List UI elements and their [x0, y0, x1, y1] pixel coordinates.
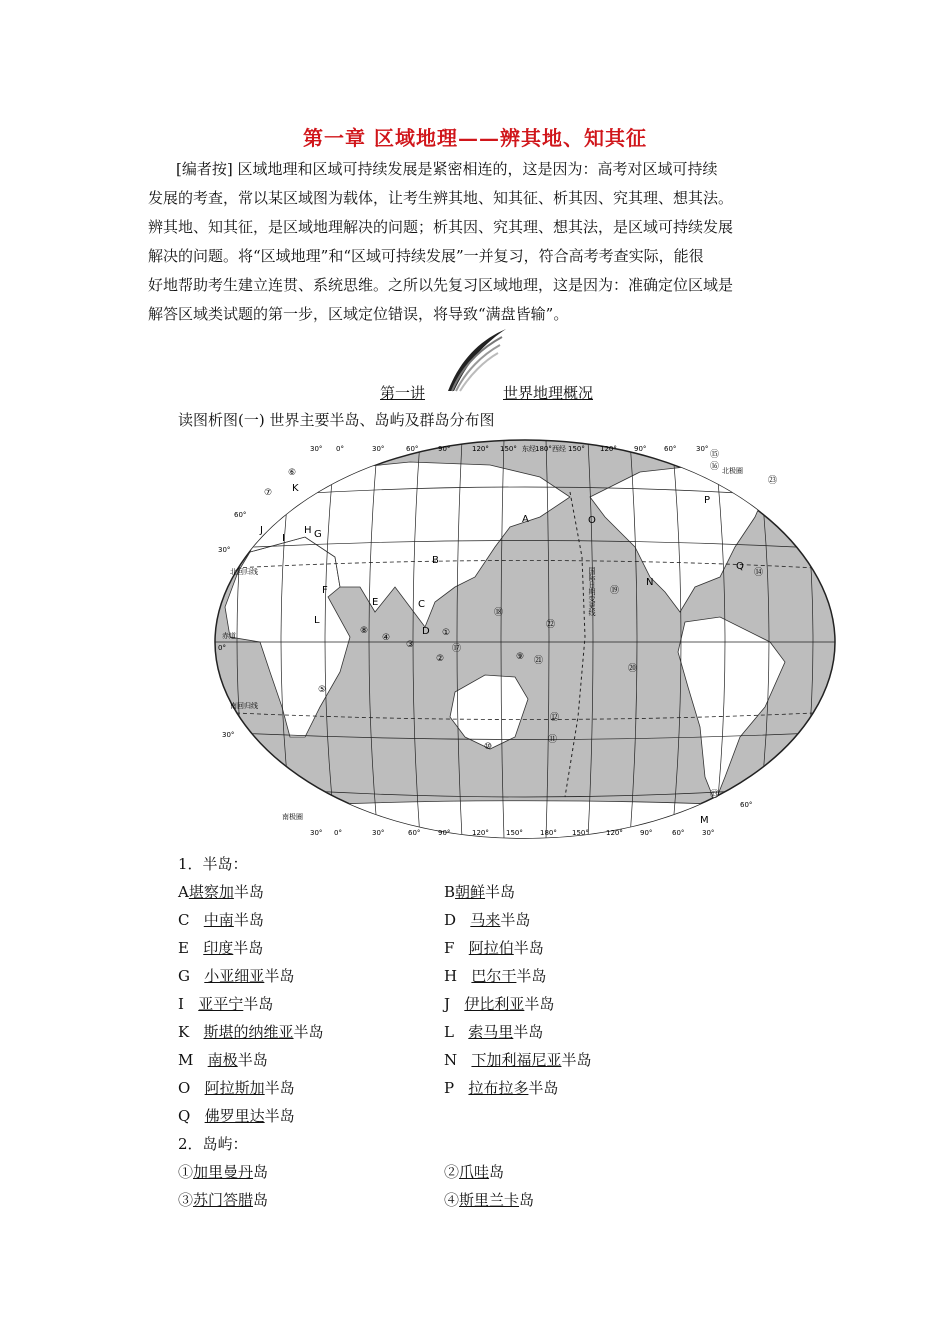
longitude-tick: 180°	[540, 829, 557, 837]
lecture-number: 第一讲	[380, 384, 426, 402]
longitude-tick: 120°	[472, 829, 489, 837]
island-item: ①加里曼丹岛	[178, 1163, 269, 1181]
map-number-21: ㉑	[534, 656, 544, 666]
longitude-tick: 30°	[372, 829, 385, 837]
longitude-tick: 120°	[600, 445, 617, 453]
map-letter-q: Q	[736, 561, 744, 572]
longitude-tick: 0°	[334, 829, 342, 837]
answer-text: 小亚细亚	[204, 967, 265, 985]
peninsula-item: D 马来半岛	[444, 911, 531, 929]
peninsula-item: L 索马里半岛	[444, 1023, 544, 1041]
map-letter-l: L	[314, 615, 320, 626]
world-map	[210, 437, 840, 841]
longitude-tick: 120°	[472, 445, 489, 453]
intro-line: 好地帮助考生建立连贯、系统思维。之所以先复习区域地理，这是因为：准确定位区域是	[148, 276, 734, 294]
equator-label: 赤道	[222, 632, 236, 640]
answer-text: 斯里兰卡	[459, 1191, 520, 1209]
peninsula-item: Q 佛罗里达半岛	[178, 1107, 295, 1125]
peninsula-item: E 印度半岛	[178, 939, 264, 957]
answer-text: 印度	[203, 939, 234, 957]
peninsula-item: M 南极半岛	[178, 1051, 268, 1069]
island-item: ④斯里兰卡岛	[444, 1191, 535, 1209]
map-letter-h: H	[304, 525, 312, 536]
map-number-17: ⑰	[452, 644, 462, 654]
intro-line: 辨其地、知其征，是区域地理解决的问题；析其因、究其理、想其法，是区域可持续发展	[148, 218, 734, 236]
bottom-longitude-ticks	[310, 829, 714, 837]
map-letter-a: A	[522, 514, 529, 525]
longitude-tick: 150°	[568, 445, 585, 453]
longitude-tick: 30°	[310, 445, 323, 453]
map-number-16: ⑯	[710, 462, 720, 472]
island-item: ②爪哇岛	[444, 1163, 505, 1181]
peninsula-item: B朝鲜半岛	[444, 883, 516, 901]
answer-text: 斯堪的纳维亚	[203, 1023, 294, 1041]
map-number-8: ⑧	[360, 626, 369, 636]
map-number-7: ⑦	[264, 488, 273, 498]
arctic-circle-label: 北极圈	[722, 467, 743, 475]
map-letter-b: B	[432, 555, 439, 566]
intro-line: [编者按] 区域地理和区域可持续发展是紧密相连的，这是因为：高考对区域可持续	[176, 160, 718, 178]
section-peninsulas-title: 1．半岛：	[178, 855, 248, 873]
peninsula-item: C 中南半岛	[178, 911, 264, 929]
tropic-north-label: 北回归线	[230, 568, 258, 576]
map-letter-i: I	[282, 533, 285, 544]
map-number-3: ③	[406, 640, 415, 650]
answer-text: 中南	[203, 911, 234, 929]
antarctic-circle-label: 南极圈	[282, 813, 303, 821]
answer-text: 亚平宁	[198, 995, 244, 1013]
map-number-11: ⑪	[548, 735, 558, 745]
map-letter-g: G	[314, 529, 322, 540]
answer-text: 拉布拉多	[468, 1079, 529, 1097]
longitude-tick: 120°	[606, 829, 623, 837]
map-number-18: ⑱	[494, 608, 504, 618]
map-number-5: ⑤	[318, 685, 327, 695]
longitude-tick: 30°	[372, 445, 385, 453]
peninsula-item: O 阿拉斯加半岛	[178, 1079, 295, 1097]
map-number-12: ⑫	[550, 713, 560, 723]
map-number-4: ④	[382, 633, 391, 643]
answer-text: 堪察加	[188, 883, 234, 901]
tropic-south-label: 南回归线	[230, 702, 258, 710]
map-number-9: ⑨	[516, 652, 525, 662]
longitude-tick: 90°	[634, 445, 647, 453]
answer-text: 马来	[470, 911, 501, 929]
peninsula-item: N 下加利福尼亚半岛	[444, 1051, 592, 1069]
longitude-tick: 90°	[640, 829, 653, 837]
map-number-19: ⑲	[610, 586, 620, 596]
top-longitude-ticks	[310, 444, 708, 453]
intro-line: 发展的考查，常以某区域图为载体，让考生辨其地、知其征、析其因、究其理、想其法。	[148, 189, 734, 207]
intro-line: 解决的问题。将“区域地理”和“区域可持续发展”一并复习，符合高考考查实际，能很	[148, 247, 704, 265]
longitude-tick: 150°	[500, 445, 517, 453]
answer-text: 巴尔干	[471, 967, 517, 985]
answer-text: 苏门答腊	[193, 1191, 254, 1209]
peninsula-item: F 阿拉伯半岛	[444, 939, 544, 957]
map-letter-f: F	[322, 585, 328, 596]
date-line-label: 国际日期变更线	[588, 567, 596, 616]
chapter-title: 第一章 区域地理——辨其地、知其征	[303, 126, 647, 150]
answer-text: 索马里	[468, 1023, 514, 1041]
answer-text: 阿拉伯	[468, 939, 514, 957]
island-item: ③苏门答腊岛	[178, 1191, 269, 1209]
map-letter-c: C	[418, 599, 425, 610]
peninsula-item: I 亚平宁半岛	[178, 995, 274, 1013]
answer-text: 下加利福尼亚	[471, 1051, 562, 1069]
peninsula-item: H 巴尔干半岛	[444, 967, 547, 985]
answer-text: 伊比利亚	[464, 995, 525, 1013]
longitude-tick: 30°	[310, 829, 323, 837]
longitude-tick: 150°	[506, 829, 523, 837]
map-letter-n: N	[646, 577, 654, 588]
lecture-name: 世界地理概况	[503, 384, 594, 402]
map-number-20: ⑳	[628, 664, 638, 674]
lat-label: 30°	[218, 546, 231, 554]
longitude-tick: 西经	[552, 445, 566, 453]
longitude-tick: 60°	[406, 445, 419, 453]
peninsula-item: P 拉布拉多半岛	[444, 1079, 559, 1097]
longitude-tick: 0°	[336, 445, 344, 453]
peninsula-item: A堪察加半岛	[178, 883, 264, 901]
longitude-tick: 30°	[702, 829, 715, 837]
lat-label: 0°	[218, 644, 226, 652]
lat-label: 60°	[234, 511, 247, 519]
answer-text: 加里曼丹	[193, 1163, 254, 1181]
map-letter-p: P	[704, 495, 711, 506]
map-letter-j: J	[260, 525, 263, 536]
section-islands-title: 2．岛屿：	[178, 1135, 248, 1153]
longitude-tick: 60°	[408, 829, 421, 837]
map-letter-k: K	[292, 483, 299, 494]
longitude-tick: 90°	[438, 445, 451, 453]
intro-line: 解答区域类试题的第一步，区域定位错误，将导致“满盘皆输”。	[148, 305, 569, 323]
map-number-2: ②	[436, 654, 445, 664]
longitude-tick: 150°	[572, 829, 589, 837]
longitude-tick: 180°	[535, 445, 552, 453]
map-letter-m: M	[700, 815, 709, 826]
map-number-1: ①	[442, 628, 451, 638]
map-letter-e: E	[372, 597, 379, 608]
map-number-6: ⑥	[288, 468, 297, 478]
peninsula-item: J 伊比利亚半岛	[444, 995, 555, 1013]
map-letter-o: O	[588, 515, 596, 526]
editor-note	[148, 155, 808, 329]
peninsula-item: K 斯堪的纳维亚半岛	[178, 1023, 324, 1041]
answer-text: 朝鲜	[455, 883, 486, 901]
map-letter-d: D	[422, 626, 430, 637]
map-number-13: ⑬	[710, 790, 720, 800]
peninsula-item: G 小亚细亚半岛	[178, 967, 295, 985]
longitude-tick: 30°	[696, 445, 709, 453]
map-number-23: ㉓	[768, 476, 778, 486]
answer-text: 南极	[207, 1051, 238, 1069]
longitude-tick: 东经	[522, 445, 536, 453]
map-number-10: ⑩	[484, 742, 493, 752]
longitude-tick: 90°	[438, 829, 451, 837]
swoosh-decoration-icon	[440, 325, 510, 395]
answer-text: 爪哇	[459, 1163, 490, 1181]
map-number-15: ⑮	[710, 450, 720, 460]
answer-text: 阿拉斯加	[204, 1079, 265, 1097]
lat-label: 60°	[740, 801, 753, 809]
longitude-tick: 60°	[672, 829, 685, 837]
map-caption: 读图析图(一) 世界主要半岛、岛屿及群岛分布图	[178, 411, 495, 429]
map-number-14: ⑭	[754, 568, 764, 578]
map-number-22: ㉒	[546, 620, 556, 630]
lat-label: 30°	[222, 731, 235, 739]
answer-text: 佛罗里达	[204, 1107, 265, 1125]
longitude-tick: 60°	[664, 445, 677, 453]
